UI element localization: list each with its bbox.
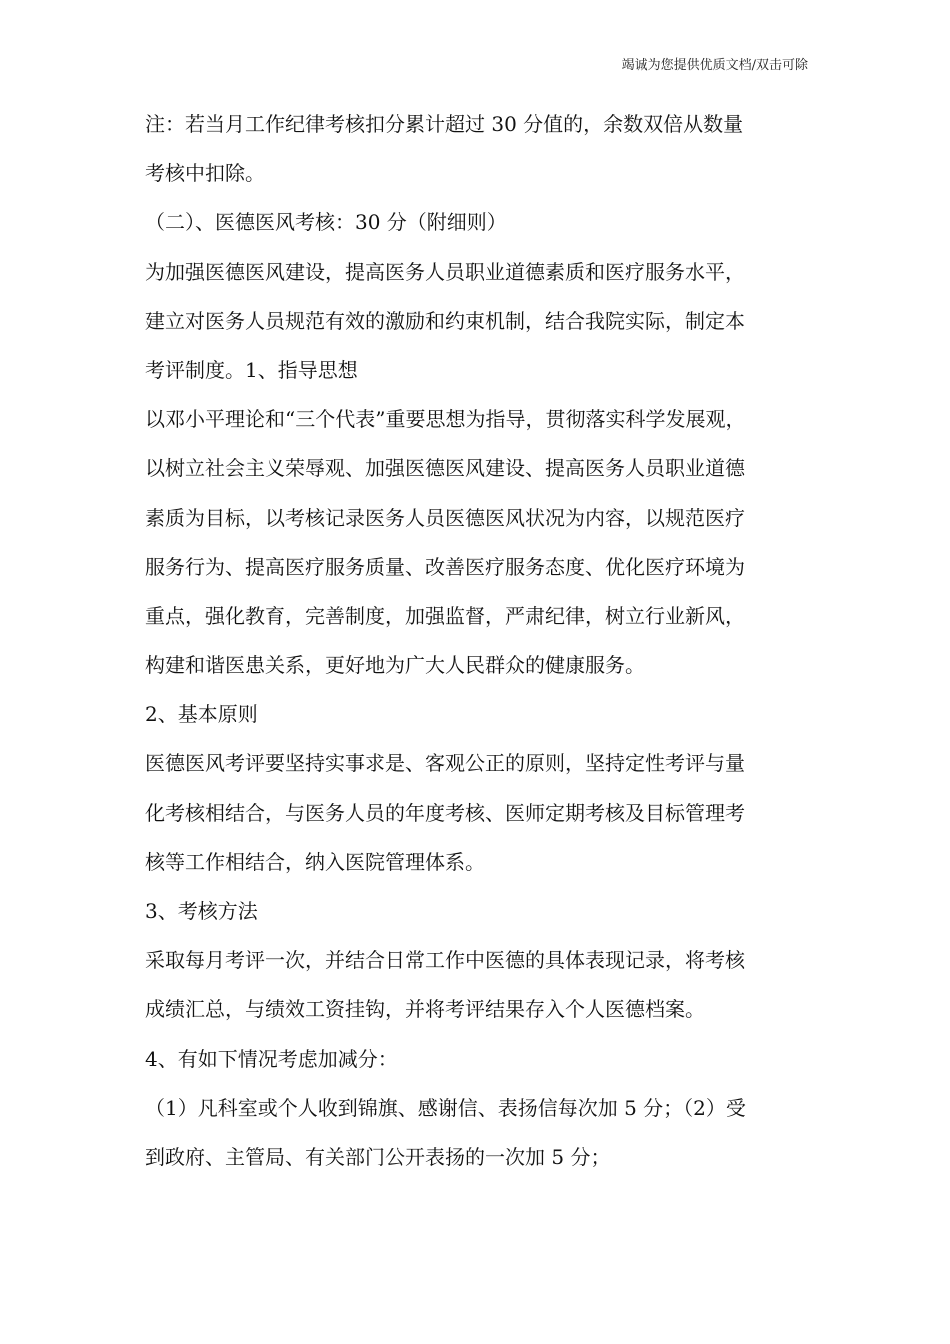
text-line: 化考核相结合，与医务人员的年度考核、医师定期考核及目标管理考 [145, 800, 745, 825]
text-line: 重点，强化教育，完善制度，加强监督，严肃纪律，树立行业新风， [145, 603, 745, 628]
text-line: 构建和谐医患关系，更好地为广大人民群众的健康服务。 [145, 653, 645, 678]
text-line: 核等工作相结合，纳入医院管理体系。 [145, 849, 485, 874]
text-line: 医德医风考评要坚持实事求是、客观公正的原则，坚持定性考评与量 [145, 751, 745, 776]
text-line: 到政府、主管局、有关部门公开表扬的一次加 5 分； [145, 1144, 611, 1169]
text-line: 成绩汇总，与绩效工资挂钩，并将考评结果存入个人医德档案。 [145, 997, 705, 1022]
text-line: （1）凡科室或个人收到锦旗、感谢信、表扬信每次加 5 分；（2）受 [145, 1095, 746, 1120]
section-heading: 2、基本原则 [145, 702, 258, 727]
header-note: 竭诚为您提供优质文档/双击可除 [621, 58, 808, 73]
text-line: 采取每月考评一次，并结合日常工作中医德的具体表现记录，将考核 [145, 948, 745, 973]
text-line: 以树立社会主义荣辱观、加强医德医风建设、提高医务人员职业道德 [145, 456, 745, 481]
text-line: 以邓小平理论和“三个代表”重要思想为指导，贯彻落实科学发展观， [145, 407, 746, 432]
text-line: 服务行为、提高医疗服务质量、改善医疗服务态度、优化医疗环境为 [145, 554, 745, 579]
text-line: 考核中扣除。 [145, 161, 265, 186]
text-line: 素质为目标，以考核记录医务人员医德医风状况为内容，以规范医疗 [145, 505, 745, 530]
text-line: 注：若当月工作纪律考核扣分累计超过 30 分值的，余数双倍从数量 [145, 112, 744, 136]
text-line: 为加强医德医风建设，提高医务人员职业道德素质和医疗服务水平， [145, 259, 745, 284]
text-line: 建立对医务人员规范有效的激励和约束机制，结合我院实际，制定本 [145, 308, 745, 333]
document-body [145, 100, 815, 1182]
text-line: 考评制度。1、指导思想 [145, 357, 358, 382]
section-heading: 4、有如下情况考虑加减分： [145, 1046, 398, 1071]
section-heading: （二）、医德医风考核：30 分（附细则） [145, 210, 507, 235]
section-heading: 3、考核方法 [145, 899, 258, 923]
